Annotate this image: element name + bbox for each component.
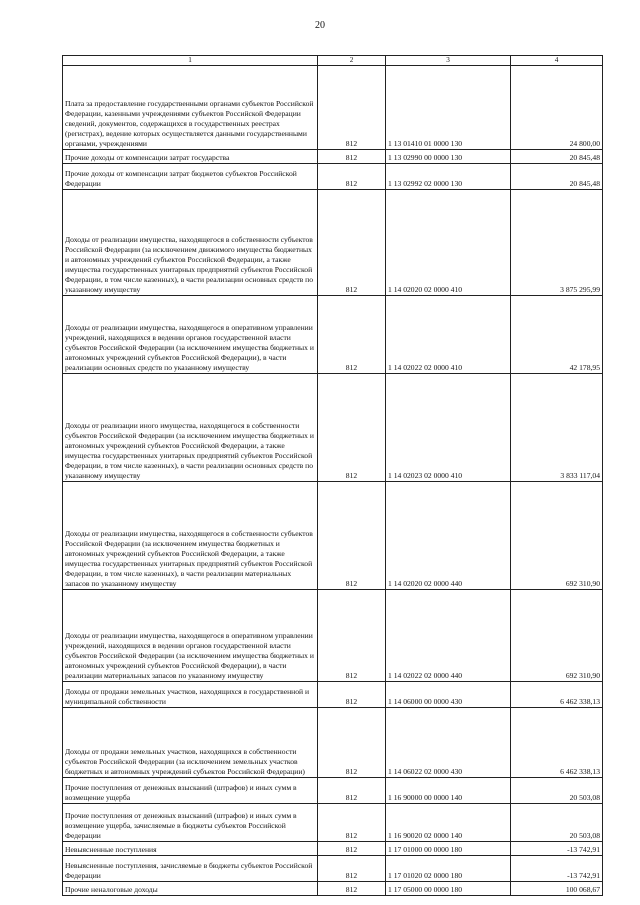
- row-amount: 20 503,08: [511, 804, 603, 842]
- page-number: 20: [315, 20, 325, 31]
- row-kbk-code: 1 14 02020 02 0000 440: [386, 482, 511, 590]
- row-name: Невыясненные поступления, зачисляемые в бюджеты субъектов Российской Федерации: [63, 856, 318, 882]
- table-row: [63, 66, 603, 150]
- row-amount: -13 742,91: [511, 856, 603, 882]
- row-kbk-code: 1 17 05000 00 0000 180: [386, 882, 511, 896]
- row-name: Прочие неналоговые доходы: [63, 882, 318, 896]
- row-kbk-code: 1 17 01020 02 0000 180: [386, 856, 511, 882]
- table-header-row: [63, 56, 603, 66]
- row-name: Доходы от реализации имущества, находящегося в собственности субъектов Российской Федерации (за исключением имущества бюджетных и автономных учреждений субъектов Российской Федерации, а также имущества государственных унитарных предприятий субъектов Российской Федерации, в том числе казенных), в части реализации материальных запасов по указанному имуществу: [63, 482, 318, 590]
- row-amount: 692 310,90: [511, 590, 603, 682]
- row-amount: 3 875 295,99: [511, 190, 603, 296]
- table-row: [63, 804, 603, 842]
- row-kbk-code: 1 13 02992 02 0000 130: [386, 164, 511, 190]
- row-kbk-code: 1 14 06022 02 0000 430: [386, 708, 511, 778]
- row-amount: -13 742,91: [511, 842, 603, 856]
- row-kbk-code: 1 13 02990 00 0000 130: [386, 150, 511, 164]
- row-amount: 42 178,95: [511, 296, 603, 374]
- row-name: Плата за предоставление государственными органами субъектов Российской Федерации, казенными учреждениями субъектов Российской Федерации сведений, документов, содержащихся в государственных реестрах (регистрах), ведение которых осуществляется данными государственными органами, учреждениями: [63, 66, 318, 150]
- row-amount: 20 503,08: [511, 778, 603, 804]
- row-name: Доходы от реализации имущества, находящегося в оперативном управлении учреждений, находящихся в ведении органов государственной власти субъектов Российской Федерации (за исключением имущества бюджетных и автономных учреждений субъектов Российской Федерации), в части реализации материальных запасов по указанному имуществу: [63, 590, 318, 682]
- row-admin-code: 812: [318, 374, 386, 482]
- row-admin-code: 812: [318, 804, 386, 842]
- table-row: [63, 374, 603, 482]
- row-kbk-code: 1 17 01000 00 0000 180: [386, 842, 511, 856]
- table-row: [63, 842, 603, 856]
- row-amount: 20 845,48: [511, 164, 603, 190]
- row-admin-code: 812: [318, 842, 386, 856]
- table-row: [63, 882, 603, 896]
- row-amount: 3 833 117,04: [511, 374, 603, 482]
- row-amount: 692 310,90: [511, 482, 603, 590]
- row-name: Прочие поступления от денежных взысканий (штрафов) и иных сумм в возмещение ущерба, зачисляемые в бюджеты субъектов Российской Федерации: [63, 804, 318, 842]
- row-name: Доходы от реализации имущества, находящегося в собственности субъектов Российской Федерации (за исключением движимого имущества бюджетных и автономных учреждений субъектов Российской Федерации, а также имущества государственных унитарных предприятий субъектов Российской Федерации, в том числе казенных), в части реализации основных средств по указанному имуществу: [63, 190, 318, 296]
- row-admin-code: 812: [318, 882, 386, 896]
- table-row: [63, 150, 603, 164]
- row-kbk-code: 1 14 02023 02 0000 410: [386, 374, 511, 482]
- table-row: [63, 164, 603, 190]
- row-amount: 6 462 338,13: [511, 682, 603, 708]
- row-admin-code: 812: [318, 708, 386, 778]
- row-name: Доходы от продажи земельных участков, находящихся в государственной и муниципальной собственности: [63, 682, 318, 708]
- row-name: Прочие поступления от денежных взысканий (штрафов) и иных сумм в возмещение ущерба: [63, 778, 318, 804]
- table-row: [63, 590, 603, 682]
- row-admin-code: 812: [318, 482, 386, 590]
- header-cell: 2: [318, 56, 386, 66]
- row-admin-code: 812: [318, 682, 386, 708]
- table-row: [63, 708, 603, 778]
- row-kbk-code: 1 14 02020 02 0000 410: [386, 190, 511, 296]
- header-cell: 4: [511, 56, 603, 66]
- row-admin-code: 812: [318, 296, 386, 374]
- row-admin-code: 812: [318, 164, 386, 190]
- table-row: [63, 482, 603, 590]
- table-row: [63, 778, 603, 804]
- table-row: [63, 856, 603, 882]
- row-admin-code: 812: [318, 856, 386, 882]
- header-cell: 1: [63, 56, 318, 66]
- header-cell: 3: [386, 56, 511, 66]
- row-kbk-code: 1 14 06000 00 0000 430: [386, 682, 511, 708]
- row-amount: 100 068,67: [511, 882, 603, 896]
- row-name: Прочие доходы от компенсации затрат бюджетов субъектов Российской Федерации: [63, 164, 318, 190]
- row-amount: 24 800,00: [511, 66, 603, 150]
- row-amount: 20 845,48: [511, 150, 603, 164]
- table-row: [63, 682, 603, 708]
- row-name: Доходы от продажи земельных участков, находящихся в собственности субъектов Российской Федерации (за исключением земельных участков бюджетных и автономных учреждений субъектов Российской Федерации): [63, 708, 318, 778]
- row-kbk-code: 1 14 02022 02 0000 410: [386, 296, 511, 374]
- revenue-table: [62, 55, 603, 896]
- row-admin-code: 812: [318, 778, 386, 804]
- row-name: Невыясненные поступления: [63, 842, 318, 856]
- table-row: [63, 296, 603, 374]
- row-kbk-code: 1 16 90000 00 0000 140: [386, 778, 511, 804]
- row-admin-code: 812: [318, 66, 386, 150]
- row-kbk-code: 1 16 90020 02 0000 140: [386, 804, 511, 842]
- table-row: [63, 190, 603, 296]
- row-name: Доходы от реализации имущества, находящегося в оперативном управлении учреждений, находящихся в ведении органов государственной власти субъектов Российской Федерации (за исключением имущества бюджетных и автономных учреждений субъектов Российской Федерации), в части реализации основных средств по указанному имуществу: [63, 296, 318, 374]
- row-name: Доходы от реализации иного имущества, находящегося в собственности субъектов Российской Федерации (за исключением имущества бюджетных и автономных учреждений субъектов Российской Федерации, а также имущества государственных унитарных предприятий субъектов Российской Федерации, в том числе казенных), в части реализации основных средств по указанному имуществу: [63, 374, 318, 482]
- row-admin-code: 812: [318, 190, 386, 296]
- row-admin-code: 812: [318, 150, 386, 164]
- row-kbk-code: 1 14 02022 02 0000 440: [386, 590, 511, 682]
- row-admin-code: 812: [318, 590, 386, 682]
- row-name: Прочие доходы от компенсации затрат государства: [63, 150, 318, 164]
- row-kbk-code: 1 13 01410 01 0000 130: [386, 66, 511, 150]
- row-amount: 6 462 338,13: [511, 708, 603, 778]
